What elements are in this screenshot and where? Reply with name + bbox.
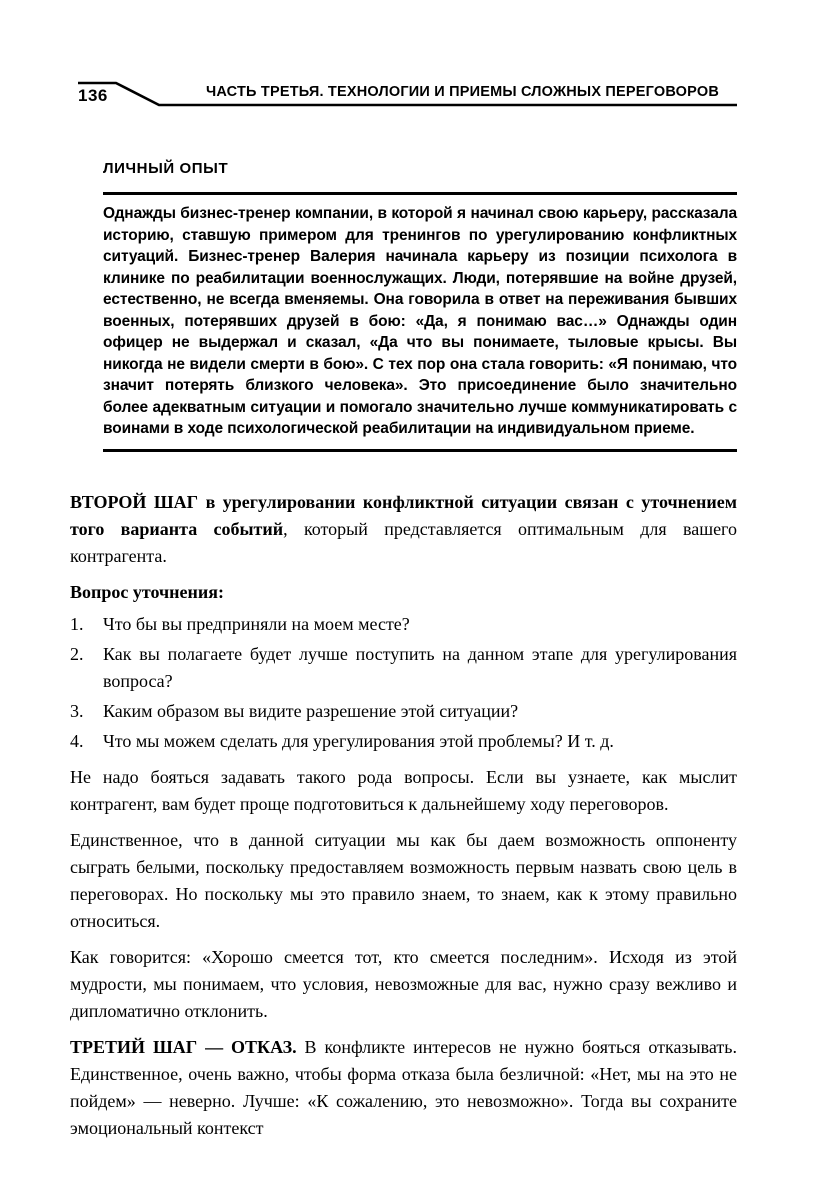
list-item-text: Каким образом вы видите разрешение этой ситуации?	[103, 701, 519, 721]
list-item-number: 4.	[70, 731, 84, 751]
step2-paragraph	[70, 489, 737, 570]
paragraph-questions-note: Не надо бояться задавать такого рода вопросы. Если вы узнаете, как мыслит контрагент, вам будет проще подготовиться к дальнейшему ходу переговоров.	[70, 767, 737, 814]
page-number: 136	[78, 86, 108, 105]
page-header	[78, 80, 737, 110]
experience-rule-bottom	[103, 449, 737, 452]
step3-rest-text: В конфликте интересов не нужно бояться отказывать. Единственное, очень важно, чтобы форма отказа была безличной: «Нет, мы на это не пойдем» — неверно. Лучше: «К сожалению, это невозможно». Тогда вы сохраните эмоциональный контекст	[70, 1037, 738, 1138]
experience-rule-top	[103, 192, 737, 195]
questions-heading: Вопрос уточнения:	[70, 582, 225, 602]
paragraph-white-pieces: Единственное, что в данной ситуации мы как бы даем возможность оппоненту сыграть белыми, поскольку предоставляем возможность первым назвать свою цель в переговорах. Но поскольку мы это правило знаем, то знаем, как к этому правильно относиться.	[70, 830, 737, 931]
questions-list	[70, 611, 737, 755]
list-item	[70, 698, 737, 725]
main-text-column	[70, 489, 737, 1142]
list-item	[70, 611, 737, 638]
experience-box-body: Однажды бизнес-тренер компании, в которой я начинал свою карьеру, рассказала историю, ставшую примером для тренингов по урегулированию конфликтных ситуаций. Бизнес-тренер Валерия начинала карьеру из позиции психолога в клинике по реабилитации военнослужащих. Люди, потерявшие на войне друзей, естественно, не всегда вменяемы. Она говорила в ответ на переживания бывших военных, потерявших друзей в бою: «Да, я понимаю вас…» Однажды один офицер не выдержал и сказал, «Да что вы понимаете, тыловые крысы. Вы никогда не видели смерти в бою». С тех пор она стала говорить: «Я понимаю, что значит потерять близкого человека». Это присоединение было значительно более адекватным ситуации и помогало значительно лучше коммуникатировать с воинами в ходе психологической реабилитации на индивидуальном приеме.	[103, 205, 737, 437]
step3-lead-bold: ТРЕТИЙ ШАГ — ОТКАЗ.	[70, 1037, 297, 1057]
step2-rest-text: , который представляется оптимальным для вашего контрагента.	[70, 519, 737, 566]
running-title: ЧАСТЬ ТРЕТЬЯ. ТЕХНОЛОГИИ И ПРИЕМЫ СЛОЖНЫХ ПЕРЕГОВОРОВ	[205, 84, 719, 100]
list-item-number: 3.	[70, 701, 84, 721]
list-item-text: Что мы можем сделать для урегулирования этой проблемы? И т. д.	[103, 731, 614, 751]
personal-experience-box	[103, 160, 737, 452]
list-item	[70, 728, 737, 755]
list-item-text: Как вы полагаете будет лучше поступить на данном этапе для урегулирования вопроса?	[103, 644, 737, 691]
paragraph-proverb: Как говорится: «Хорошо смеется тот, кто смеется последним». Исходя из этой мудрости, мы понимаем, что условия, невозможные для вас, нужно сразу вежливо и дипломатично отклонить.	[70, 947, 737, 1021]
list-item	[70, 641, 737, 695]
list-item-number: 2.	[70, 644, 84, 664]
step3-paragraph	[70, 1034, 737, 1142]
step2-lead-bold: ВТОРОЙ ШАГ в урегулировании конфликтной ситуации связан с уточнением того варианта событий	[70, 492, 737, 539]
list-item-text: Что бы вы предприняли на моем месте?	[103, 614, 410, 634]
list-item-number: 1.	[70, 614, 84, 634]
experience-box-title: ЛИЧНЫЙ ОПЫТ	[103, 160, 229, 177]
